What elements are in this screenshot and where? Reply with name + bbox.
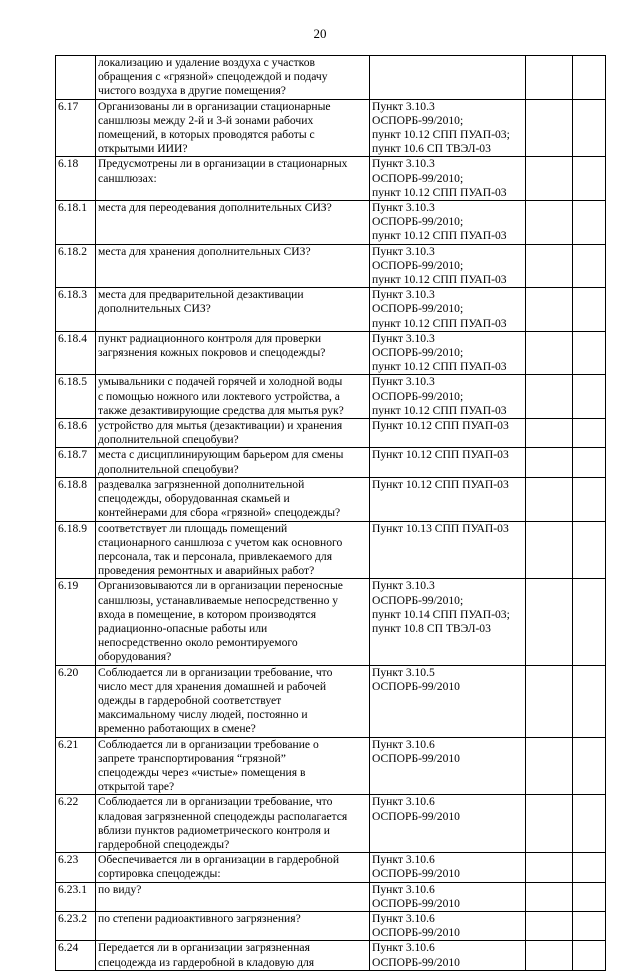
answer-cell (526, 244, 573, 288)
table-row (56, 288, 606, 332)
item-number-cell: 6.18.6 (56, 419, 96, 448)
item-number-cell: 6.22 (56, 795, 96, 853)
item-number-cell: 6.17 (56, 99, 96, 157)
answer-cell (526, 56, 573, 100)
table-row (56, 737, 606, 795)
item-number-cell: 6.18.7 (56, 448, 96, 477)
answer-cell (526, 157, 573, 201)
table-row (56, 56, 606, 100)
reference-cell (370, 56, 526, 100)
question-cell: Передается ли в организации загрязненная спецодежда из гардеробной в кладовую для (96, 941, 370, 970)
answer-cell (526, 99, 573, 157)
answer-cell (526, 853, 573, 882)
question-cell: локализацию и удаление воздуха с участков обращения с «грязной» спецодеждой и подачу чистого воздуха в другие помещения? (96, 56, 370, 100)
answer-cell (526, 288, 573, 332)
question-cell: места для предварительной дезактивации дополнительных СИЗ? (96, 288, 370, 332)
note-cell (573, 331, 606, 375)
question-cell: по степени радиоактивного загрязнения? (96, 911, 370, 940)
reference-cell: Пункт 3.10.3 ОСПОРБ-99/2010; пункт 10.12 СПП ПУАП-03 (370, 331, 526, 375)
question-cell: Обеспечивается ли в организации в гардеробной сортировка спецодежды: (96, 853, 370, 882)
reference-cell: Пункт 3.10.6 ОСПОРБ-99/2010 (370, 911, 526, 940)
answer-cell (526, 665, 573, 737)
question-cell: Соблюдается ли в организации требование, что кладовая загрязненной спецодежды располагается вблизи пунктов радиометрического контроля и гардеробной спецодежды? (96, 795, 370, 853)
reference-cell: Пункт 10.12 СПП ПУАП-03 (370, 477, 526, 521)
note-cell (573, 579, 606, 665)
table-row (56, 99, 606, 157)
answer-cell (526, 882, 573, 911)
answer-cell (526, 375, 573, 419)
question-cell: по виду? (96, 882, 370, 911)
table-row (56, 419, 606, 448)
item-number-cell: 6.18.2 (56, 244, 96, 288)
reference-cell: Пункт 3.10.3 ОСПОРБ-99/2010; пункт 10.12 СПП ПУАП-03 (370, 244, 526, 288)
note-cell (573, 99, 606, 157)
answer-cell (526, 477, 573, 521)
note-cell (573, 419, 606, 448)
reference-cell: Пункт 3.10.3 ОСПОРБ-99/2010; пункт 10.12 СПП ПУАП-03 (370, 288, 526, 332)
note-cell (573, 244, 606, 288)
item-number-cell: 6.24 (56, 941, 96, 970)
checklist-table-body (56, 56, 606, 971)
reference-cell: Пункт 3.10.6 ОСПОРБ-99/2010 (370, 941, 526, 970)
note-cell (573, 157, 606, 201)
question-cell: умывальники с подачей горячей и холодной воды с помощью ножного или локтевого устройства, а также дезактивирующие средства для мытья рук? (96, 375, 370, 419)
answer-cell (526, 419, 573, 448)
item-number-cell: 6.23.2 (56, 911, 96, 940)
question-cell: Соблюдается ли в организации требование о запрете транспортирования “грязной” спецодежды через «чистые» помещения в открытой таре? (96, 737, 370, 795)
table-row (56, 911, 606, 940)
answer-cell (526, 331, 573, 375)
item-number-cell (56, 56, 96, 100)
reference-cell: Пункт 3.10.6 ОСПОРБ-99/2010 (370, 737, 526, 795)
item-number-cell: 6.18 (56, 157, 96, 201)
note-cell (573, 737, 606, 795)
table-row (56, 665, 606, 737)
question-cell: Организовываются ли в организации переносные саншлюзы, устанавливаемые непосредственно у входа в помещение, в котором производятся радиационно-опасные работы или непосредственно около ремонтируемого оборудования? (96, 579, 370, 665)
answer-cell (526, 795, 573, 853)
answer-cell (526, 521, 573, 579)
table-row (56, 477, 606, 521)
reference-cell: Пункт 3.10.3 ОСПОРБ-99/2010; пункт 10.12 СПП ПУАП-03 (370, 375, 526, 419)
answer-cell (526, 911, 573, 940)
reference-cell: Пункт 3.10.6 ОСПОРБ-99/2010 (370, 853, 526, 882)
note-cell (573, 201, 606, 245)
item-number-cell: 6.19 (56, 579, 96, 665)
question-cell: Предусмотрены ли в организации в стационарных саншлюзах: (96, 157, 370, 201)
question-cell: раздевалка загрязненной дополнительной спецодежды, оборудованная скамьей и контейнерами для сбора «грязной» спецодежды? (96, 477, 370, 521)
item-number-cell: 6.23 (56, 853, 96, 882)
table-row (56, 795, 606, 853)
answer-cell (526, 201, 573, 245)
note-cell (573, 853, 606, 882)
question-cell: Соблюдается ли в организации требование, что число мест для хранения домашней и рабочей одежды в гардеробной соответствует максимальному числу людей, постоянно и временно работающих в смене? (96, 665, 370, 737)
reference-cell: Пункт 3.10.3 ОСПОРБ-99/2010; пункт 10.12 СПП ПУАП-03 (370, 157, 526, 201)
reference-cell: Пункт 10.13 СПП ПУАП-03 (370, 521, 526, 579)
item-number-cell: 6.18.4 (56, 331, 96, 375)
question-cell: пункт радиационного контроля для проверки загрязнения кожных покровов и спецодежды? (96, 331, 370, 375)
item-number-cell: 6.18.3 (56, 288, 96, 332)
table-row (56, 579, 606, 665)
question-cell: места с дисциплинирующим барьером для смены дополнительной спецобуви? (96, 448, 370, 477)
reference-cell: Пункт 3.10.3 ОСПОРБ-99/2010; пункт 10.12 СПП ПУАП-03 (370, 201, 526, 245)
table-row (56, 375, 606, 419)
table-row (56, 521, 606, 579)
page-number: 20 (313, 26, 327, 41)
reference-cell: Пункт 3.10.3 ОСПОРБ-99/2010; пункт 10.12 СПП ПУАП-03; пункт 10.6 СП ТВЭЛ-03 (370, 99, 526, 157)
table-row (56, 201, 606, 245)
note-cell (573, 795, 606, 853)
note-cell (573, 911, 606, 940)
note-cell (573, 882, 606, 911)
reference-cell: Пункт 3.10.5 ОСПОРБ-99/2010 (370, 665, 526, 737)
question-cell: места для хранения дополнительных СИЗ? (96, 244, 370, 288)
answer-cell (526, 579, 573, 665)
note-cell (573, 375, 606, 419)
table-row (56, 853, 606, 882)
reference-cell: Пункт 10.12 СПП ПУАП-03 (370, 448, 526, 477)
note-cell (573, 941, 606, 970)
answer-cell (526, 941, 573, 970)
answer-cell (526, 448, 573, 477)
item-number-cell: 6.18.9 (56, 521, 96, 579)
reference-cell: Пункт 3.10.6 ОСПОРБ-99/2010 (370, 882, 526, 911)
item-number-cell: 6.18.1 (56, 201, 96, 245)
answer-cell (526, 737, 573, 795)
table-row (56, 448, 606, 477)
item-number-cell: 6.18.5 (56, 375, 96, 419)
table-row (56, 941, 606, 970)
question-cell: соответствует ли площадь помещений стационарного саншлюза с учетом как основного персонала, так и персонала, привлекаемого для проведения ремонтных и аварийных работ? (96, 521, 370, 579)
item-number-cell: 6.18.8 (56, 477, 96, 521)
question-cell: места для переодевания дополнительных СИЗ? (96, 201, 370, 245)
note-cell (573, 56, 606, 100)
note-cell (573, 665, 606, 737)
note-cell (573, 477, 606, 521)
reference-cell: Пункт 3.10.6 ОСПОРБ-99/2010 (370, 795, 526, 853)
table-row (56, 244, 606, 288)
reference-cell: Пункт 3.10.3 ОСПОРБ-99/2010; пункт 10.14 СПП ПУАП-03; пункт 10.8 СП ТВЭЛ-03 (370, 579, 526, 665)
reference-cell: Пункт 10.12 СПП ПУАП-03 (370, 419, 526, 448)
item-number-cell: 6.20 (56, 665, 96, 737)
question-cell: устройство для мытья (дезактивации) и хранения дополнительной спецобуви? (96, 419, 370, 448)
checklist-table (55, 55, 606, 971)
note-cell (573, 288, 606, 332)
question-cell: Организованы ли в организации стационарные саншлюзы между 2-й и 3-й зонами рабочих помещений, в которых проводятся работы с открытыми ИИИ? (96, 99, 370, 157)
item-number-cell: 6.21 (56, 737, 96, 795)
table-row (56, 331, 606, 375)
note-cell (573, 521, 606, 579)
table-row (56, 882, 606, 911)
table-row (56, 157, 606, 201)
item-number-cell: 6.23.1 (56, 882, 96, 911)
note-cell (573, 448, 606, 477)
